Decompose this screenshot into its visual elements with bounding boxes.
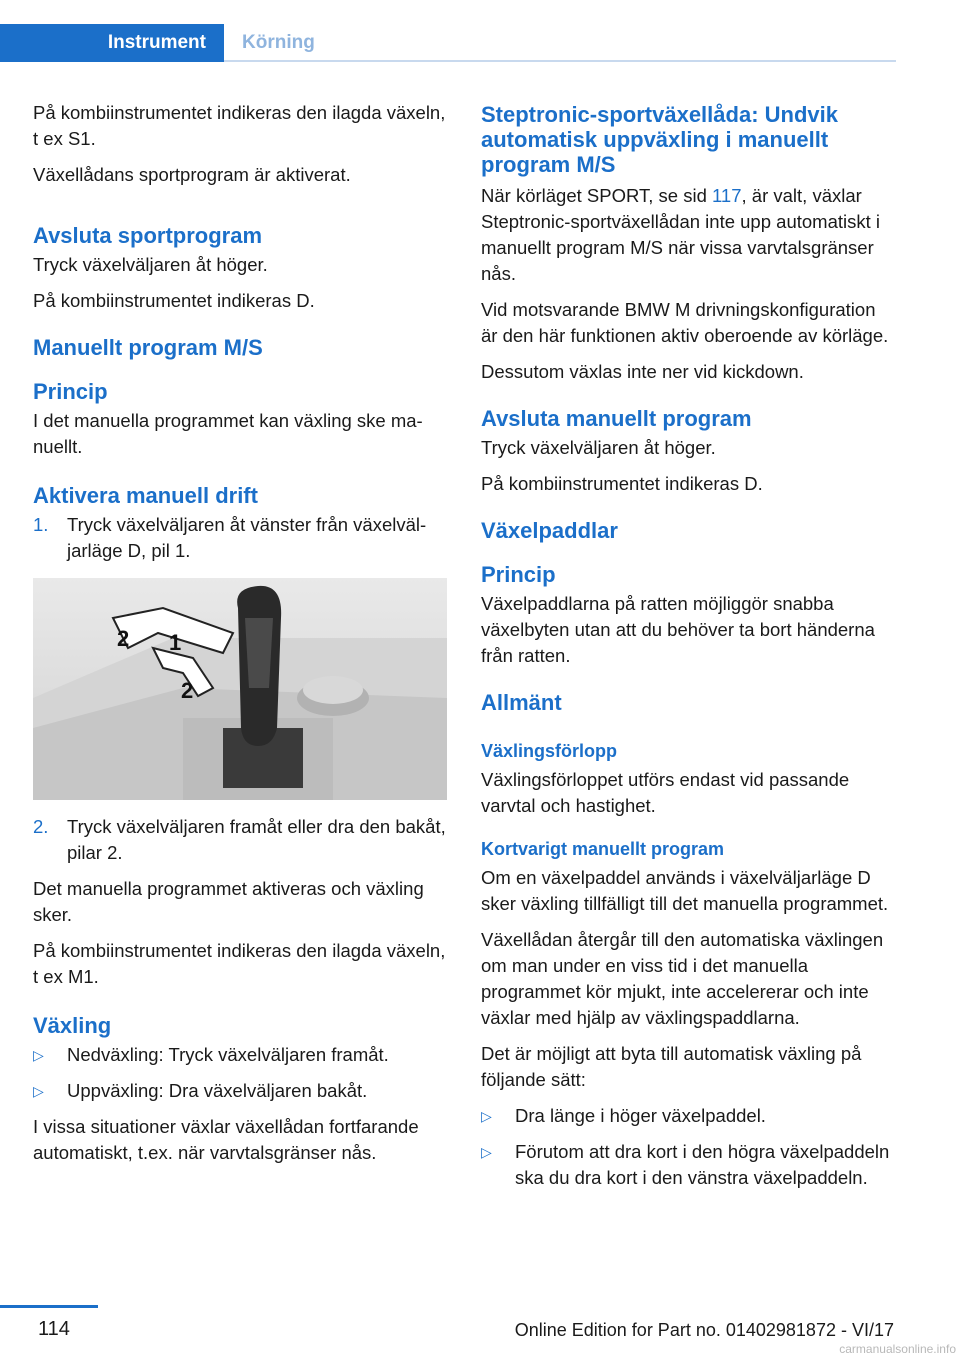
heading-allmant: Allmänt bbox=[481, 690, 562, 715]
paragraph: Växelpaddlarna på ratten möjliggör snabba växelbyten utan att du behöver ta bort händerna från ratten. bbox=[481, 593, 875, 666]
page-number: 114 bbox=[38, 1318, 70, 1340]
paragraph-text: När körläget SPORT, se sid bbox=[481, 185, 712, 206]
step-number: 2. bbox=[33, 816, 49, 837]
paragraph: Tryck växelväljaren åt höger. bbox=[33, 254, 268, 275]
figure-label-2: 2 bbox=[117, 626, 130, 651]
page-reference-link[interactable]: 117 bbox=[712, 185, 742, 206]
left-column bbox=[33, 100, 447, 1176]
bullet-text: Förutom att dra kort i den högra växelpaddeln ska du dra kort i den vänstra växelpaddeln. bbox=[515, 1141, 890, 1188]
footer-divider bbox=[0, 1305, 98, 1308]
heading-avsluta-sportprogram: Avsluta sportprogram bbox=[33, 223, 263, 248]
gear-selector-illustration bbox=[33, 578, 447, 800]
bullet-icon: ▷ bbox=[33, 1047, 44, 1063]
paragraph: Det manuella programmet aktiveras och växling sker. bbox=[33, 878, 424, 925]
figure-label-2: 2 bbox=[181, 678, 194, 703]
paragraph: Det är möjligt att byta till automatisk växling på följande sätt: bbox=[481, 1043, 862, 1090]
paragraph: På kombiinstrumentet indikeras D. bbox=[33, 290, 315, 311]
step-number: 1. bbox=[33, 514, 49, 535]
paragraph: Vid motsvarande BMW M drivningskonfiguration är den här funktionen aktiv oberoende av körläge. bbox=[481, 299, 889, 346]
step-text: Tryck växelväljaren åt vänster från växelväljarläge D, pil 1. bbox=[67, 514, 427, 561]
bullet-text: Dra länge i höger växelpaddel. bbox=[515, 1105, 766, 1126]
figure-label-1: 1 bbox=[169, 630, 182, 655]
heading-manuellt-program: Manuellt program M/S bbox=[33, 335, 263, 360]
heading-avsluta-manuellt-program: Avsluta manuellt program bbox=[481, 406, 752, 431]
heading-vaxling: Växling bbox=[33, 1013, 112, 1038]
paragraph: På kombiinstrumentet indikeras den ilagda växeln, t ex S1. bbox=[33, 102, 446, 149]
header-divider bbox=[224, 60, 896, 62]
paragraph: Växlingsförloppet utförs endast vid passande varvtal och hastighet. bbox=[481, 769, 850, 816]
paragraph: I vissa situationer växlar växellådan fortfarande automatiskt, t.ex. när varvtalsgränser nås. bbox=[33, 1116, 419, 1163]
list-item bbox=[33, 512, 447, 564]
paragraph-text: , är valt, växlar Steptronic-sportväxellådan inte upp automatiskt i manuellt program M/S när vissa varvtalsgränser nås. bbox=[481, 185, 880, 284]
step-text: Tryck växelväljaren framåt eller dra den bakåt, pilar 2. bbox=[67, 816, 446, 863]
paragraph: På kombiinstrumentet indikeras den ilagda växeln, t ex M1. bbox=[33, 940, 446, 987]
paragraph: På kombiinstrumentet indikeras D. bbox=[481, 473, 763, 494]
paragraph: Tryck växelväljaren åt höger. bbox=[481, 437, 716, 458]
list-item bbox=[481, 1103, 895, 1129]
edition-note: Online Edition for Part no. 01402981872 - VI/17 bbox=[514, 1320, 894, 1340]
list-item bbox=[33, 1042, 447, 1068]
heading-kortvarigt-manuellt-program: Kortvarigt manuellt program bbox=[481, 839, 725, 859]
tab-instrument[interactable]: Instrument bbox=[0, 24, 224, 62]
heading-princip: Princip bbox=[33, 379, 108, 404]
heading-vaxelpaddlar: Växelpaddlar bbox=[481, 518, 618, 543]
heading-steptronic: Steptronic-sportväxellåda: Undvik automatisk uppväxling i manuellt program M/S bbox=[481, 102, 838, 177]
paragraph bbox=[481, 183, 895, 287]
list-item bbox=[481, 1139, 895, 1191]
list-item bbox=[33, 1078, 447, 1104]
bullet-icon: ▷ bbox=[481, 1108, 492, 1124]
tab-korning[interactable]: Körning bbox=[242, 32, 315, 53]
heading-princip: Princip bbox=[481, 562, 556, 587]
bullet-icon: ▷ bbox=[481, 1144, 492, 1160]
watermark: carmanualsonline.info bbox=[839, 1342, 956, 1356]
bullet-text: Uppväxling: Dra växelväljaren bakåt. bbox=[67, 1080, 368, 1101]
bullet-text: Nedväxling: Tryck växelväljaren framåt. bbox=[67, 1044, 389, 1065]
heading-vaxlingsforlopp: Växlingsförlopp bbox=[481, 741, 618, 761]
gear-selector-figure bbox=[33, 578, 447, 800]
right-column bbox=[481, 100, 895, 1201]
page-header bbox=[0, 0, 960, 62]
paragraph: Växellådan återgår till den automatiska växlingen om man under en viss tid i det manuella programmet kör mjukt, inte accelererar och inte växlar med hjälp av växlingspaddlarna. bbox=[481, 929, 884, 1028]
paragraph: I det manuella programmet kan växling ske manuellt. bbox=[33, 410, 423, 457]
paragraph: Om en växelpaddel används i växelväljarläge D sker växling tillfälligt till det manuella programmet. bbox=[481, 867, 889, 914]
bullet-icon: ▷ bbox=[33, 1083, 44, 1099]
paragraph: Dessutom växlas inte ner vid kickdown. bbox=[481, 361, 804, 382]
heading-aktivera-manuell-drift: Aktivera manuell drift bbox=[33, 483, 258, 508]
paragraph: Växellådans sportprogram är aktiverat. bbox=[33, 164, 351, 185]
list-item bbox=[33, 814, 447, 866]
